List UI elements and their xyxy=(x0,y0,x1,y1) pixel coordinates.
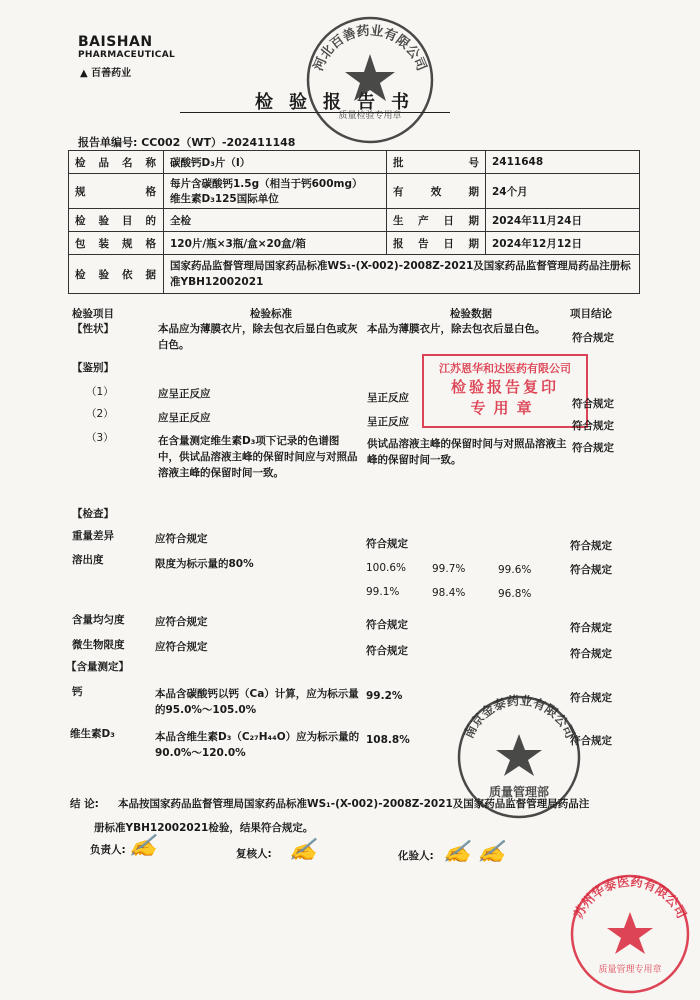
spec-value xyxy=(164,174,387,209)
responsible-signature: ✍ xyxy=(127,834,161,859)
col-conclusion: 项目结论 xyxy=(570,308,612,320)
star-icon xyxy=(607,912,653,954)
weight-conclusion: 符合规定 xyxy=(570,540,612,552)
traits-standard: 本品应为薄膜衣片，除去包衣后显白色或灰白色。 xyxy=(158,323,358,351)
conclusion-label: 结 论: xyxy=(70,798,99,810)
dissolution-value: 99.7% xyxy=(432,563,466,575)
name-value: 碳酸钙D₃片（I） xyxy=(164,151,387,174)
traits-result: 本品为薄膜衣片，除去包衣后显白色。 xyxy=(367,323,546,335)
company-logo xyxy=(78,36,175,62)
dissolution-value: 100.6% xyxy=(366,562,407,574)
copy-stamp xyxy=(422,354,588,428)
tester-label: 化验人: xyxy=(398,850,434,862)
dissolution-conclusion: 符合规定 xyxy=(570,564,612,576)
identify-2-label: （2） xyxy=(86,408,114,420)
reviewer-label: 复核人: xyxy=(236,848,272,860)
identify-1-result: 呈正反应 xyxy=(367,392,409,404)
col-standard: 检验标准 xyxy=(250,308,292,320)
identify-1-conclusion: 符合规定 xyxy=(572,398,614,410)
identify-1-label: （1） xyxy=(86,386,114,398)
logo-line2: PHARMACEUTICAL xyxy=(78,50,175,60)
col-result: 检验数据 xyxy=(450,308,492,320)
dissolution-value: 96.8% xyxy=(498,588,532,600)
validity-value: 24个月 xyxy=(486,174,640,209)
d3-result: 108.8% xyxy=(366,734,410,746)
reviewer-signature: ✍ xyxy=(287,838,321,863)
validity-label: 有效期 xyxy=(387,174,486,209)
ca-standard: 本品含碳酸钙以钙（Ca）计算，应为标示量的95.0%～105.0% xyxy=(155,688,359,716)
dissolution-standard: 限度为标示量的80% xyxy=(155,558,254,570)
identify-2-standard: 应呈正反应 xyxy=(158,412,211,424)
section-identify: 【鉴别】 xyxy=(72,362,114,374)
section-check: 【检查】 xyxy=(72,508,114,520)
name-label: 检品名称 xyxy=(69,151,164,174)
purpose-value: 全检 xyxy=(164,209,387,232)
identify-1-standard: 应呈正反应 xyxy=(158,388,211,400)
spec-value-line1: 每片含碳酸钙1.5g（相当于钙600mg） xyxy=(170,178,363,190)
microbial-result: 符合规定 xyxy=(366,645,408,657)
star-icon xyxy=(345,54,395,101)
batch-value: 2411648 xyxy=(486,151,640,174)
d3-standard: 本品含维生素D₃（C₂₇H₄₄O）应为标示量的90.0%～120.0% xyxy=(155,731,360,759)
stamp-mid-sub: 质量管理部 xyxy=(488,785,550,799)
uniformity-conclusion: 符合规定 xyxy=(570,622,612,634)
stamp-bottom-company: 苏州华泰医药有限公司 xyxy=(570,873,690,921)
pack-value: 120片/瓶×3瓶/盒×20盒/箱 xyxy=(164,232,387,255)
quality-stamp-top xyxy=(300,10,440,150)
identify-3-standard: 在含量测定维生素D₃项下记录的色谱图中，供试品溶液主峰的保留时间应与对照品溶液主峰的保留时间一致。 xyxy=(158,435,358,479)
batch-label: 批号 xyxy=(387,151,486,174)
stamp-bottom-sub: 质量管理专用章 xyxy=(598,965,662,975)
microbial-item: 微生物限度 xyxy=(72,639,125,651)
copy-stamp-company: 江苏恩华和达医药有限公司 xyxy=(439,362,571,375)
star-icon xyxy=(496,734,542,776)
uniformity-result: 符合规定 xyxy=(366,619,408,631)
purpose-label: 检验目的 xyxy=(69,209,164,232)
stamp-top-company: 河北百善药业有限公司 xyxy=(311,23,429,74)
report-date-label: 报告日期 xyxy=(387,232,486,255)
uniformity-standard: 应符合规定 xyxy=(155,616,208,628)
microbial-conclusion: 符合规定 xyxy=(570,648,612,660)
production-date-label: 生产日期 xyxy=(387,209,486,232)
basis-value: 国家药品监督管理局国家药品标准WS₁-(X-002)-2008Z-2021及国家药品监督管理局药品注册标准YBH12002021 xyxy=(164,255,640,294)
dissolution-value: 99.6% xyxy=(498,564,532,576)
pack-label: 包装规格 xyxy=(69,232,164,255)
spec-label: 规格 xyxy=(69,174,164,209)
conclusion-text-line1: 本品按国家药品监督管理局国家药品标准WS₁-(X-002)-2008Z-2021及国家药品监督管理局药品注 xyxy=(118,798,590,810)
d3-item: 维生素D₃ xyxy=(70,728,115,740)
page-title: 检验报告书 xyxy=(255,92,425,113)
production-date-value: 2024年11月24日 xyxy=(486,209,640,232)
ca-result: 99.2% xyxy=(366,690,403,702)
weight-standard: 应符合规定 xyxy=(155,533,208,545)
identify-2-result: 呈正反应 xyxy=(367,416,409,428)
section-traits: 【性状】 xyxy=(72,323,114,335)
weight-result: 符合规定 xyxy=(366,538,408,550)
ca-conclusion: 符合规定 xyxy=(570,692,612,704)
stamp-top-sub: 质量检验专用章 xyxy=(338,111,402,121)
weight-item: 重量差异 xyxy=(72,530,114,542)
traits-conclusion: 符合规定 xyxy=(572,332,614,344)
report-number: 报告单编号: CC002（WT）-202411148 xyxy=(78,136,296,149)
logo-line1: BAISHAN xyxy=(78,34,153,50)
logo-cn-text: 百善药业 xyxy=(91,68,132,79)
dissolution-value: 99.1% xyxy=(366,586,400,598)
ca-item: 钙 xyxy=(72,686,83,698)
col-item: 检验项目 xyxy=(72,308,114,320)
dissolution-item: 溶出度 xyxy=(72,554,104,566)
identify-2-conclusion: 符合规定 xyxy=(572,420,614,432)
responsible-label: 负责人: xyxy=(90,844,126,856)
tester-signature: ✍ ✍ xyxy=(441,840,509,865)
stamp-mid-company: 南京金泰药业有限公司 xyxy=(460,692,579,741)
microbial-standard: 应符合规定 xyxy=(155,641,208,653)
spec-value-line2: 维生素D₃125国际单位 xyxy=(170,193,279,205)
identify-3-label: （3） xyxy=(86,432,114,444)
uniformity-item: 含量均匀度 xyxy=(72,614,125,626)
copy-stamp-line3: 专用章 xyxy=(470,399,540,417)
conclusion-text-line2: 册标准YBH12002021检验，结果符合规定。 xyxy=(94,822,314,834)
d3-conclusion: 符合规定 xyxy=(570,735,612,747)
section-assay: 【含量测定】 xyxy=(66,661,129,673)
identify-3-conclusion: 符合规定 xyxy=(572,442,614,454)
dissolution-value: 98.4% xyxy=(432,587,466,599)
svg-text:南京金泰药业有限公司 xyxy=(461,693,578,741)
info-table xyxy=(68,150,640,294)
report-date-value: 2024年12月12日 xyxy=(486,232,640,255)
identify-3-result: 供试品溶液主峰的保留时间与对照品溶液主峰的保留时间一致。 xyxy=(367,438,567,466)
quality-stamp-bottom xyxy=(560,866,695,996)
logo-cn: ▲ 百善药业 xyxy=(80,68,132,79)
basis-label: 检验依据 xyxy=(69,255,164,294)
copy-stamp-line2: 检验报告复印 xyxy=(450,378,559,396)
